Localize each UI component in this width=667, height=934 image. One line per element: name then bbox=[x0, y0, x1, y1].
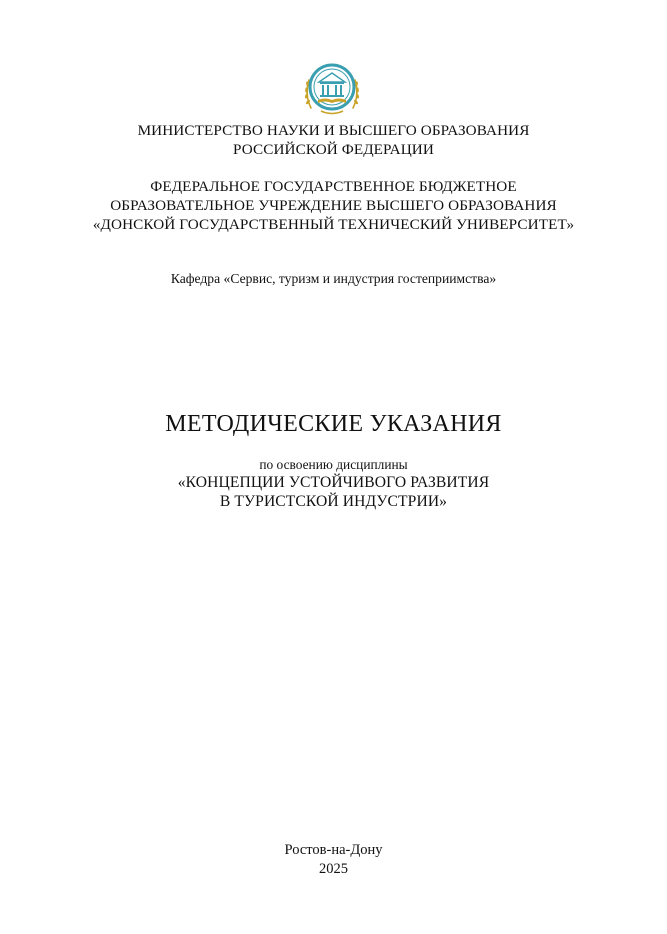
ministry-line: РОССИЙСКОЙ ФЕДЕРАЦИИ bbox=[233, 141, 434, 158]
university-line: ФЕДЕРАЛЬНОЕ ГОСУДАРСТВЕННОЕ БЮДЖЕТНОЕ bbox=[150, 178, 517, 195]
university-line: «ДОНСКОЙ ГОСУДАРСТВЕННЫЙ ТЕХНИЧЕСКИЙ УНИВЕРСИТЕТ» bbox=[92, 216, 575, 233]
discipline-line: «КОНЦЕПЦИИ УСТОЙЧИВОГО РАЗВИТИЯ bbox=[177, 474, 490, 491]
discipline-name bbox=[0, 473, 667, 511]
university-line: ОБРАЗОВАТЕЛЬНОЕ УЧРЕЖДЕНИЕ ВЫСШЕГО ОБРАЗОВАНИЯ bbox=[110, 197, 557, 214]
ministry-heading bbox=[0, 121, 667, 159]
university-logo bbox=[299, 56, 365, 122]
publication-city: Ростов-на-Дону bbox=[284, 842, 383, 858]
document-subtitle: по освоению дисциплины bbox=[259, 457, 408, 472]
publication-year: 2025 bbox=[319, 861, 348, 877]
university-emblem-icon bbox=[299, 56, 365, 122]
document-title: МЕТОДИЧЕСКИЕ УКАЗАНИЯ bbox=[165, 411, 502, 437]
department-name: Кафедра «Сервис, туризм и индустрия гостеприимства» bbox=[170, 271, 497, 286]
discipline-line: В ТУРИСТСКОЙ ИНДУСТРИИ» bbox=[219, 493, 448, 510]
university-heading bbox=[0, 177, 667, 234]
ministry-line: МИНИСТЕРСТВО НАУКИ И ВЫСШЕГО ОБРАЗОВАНИЯ bbox=[137, 122, 530, 139]
